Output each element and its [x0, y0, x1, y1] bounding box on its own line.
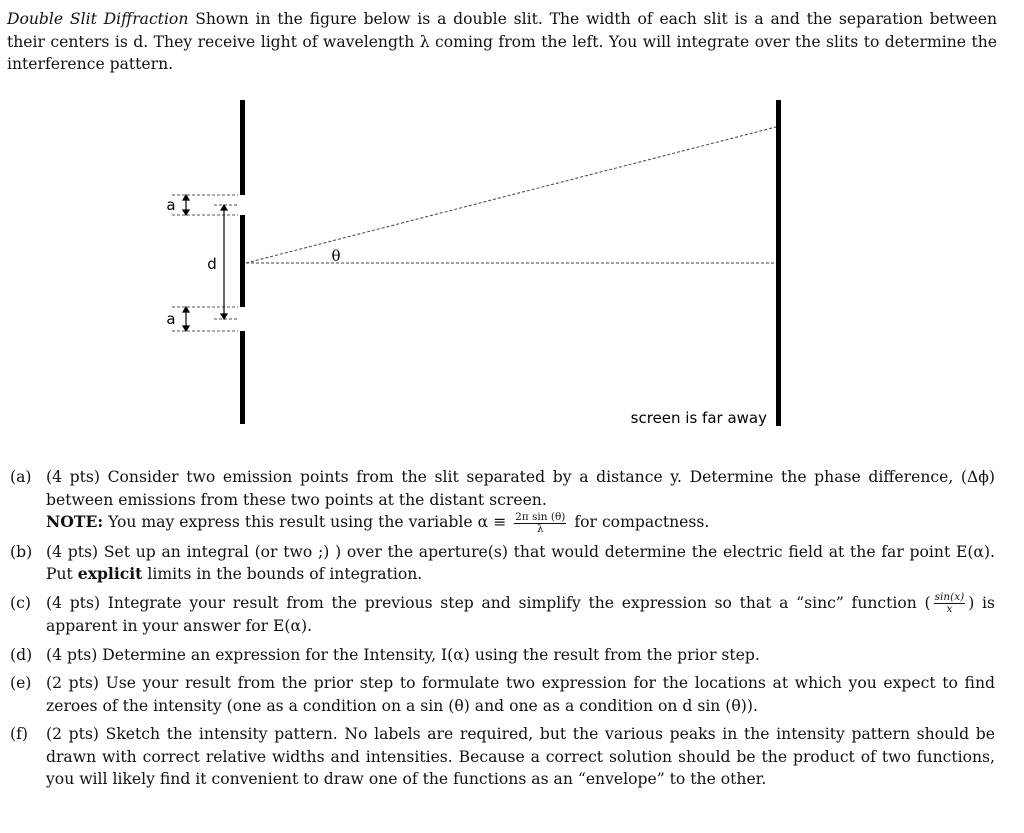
- label-a-top: a: [166, 196, 176, 214]
- arrow-a-bottom: [183, 307, 189, 331]
- part-label: (f): [10, 725, 28, 743]
- barrier-top: [240, 100, 245, 195]
- part-a: [10, 466, 995, 535]
- barrier-bottom: [240, 331, 245, 424]
- part-b: [10, 541, 995, 586]
- label-screen: screen is far away: [630, 409, 767, 427]
- fraction-denominator: λ: [536, 522, 544, 535]
- part-text: (2 pts) Use your result from the prior step to formulate two expression for the locations at which you expect to find zeroes of the intensity (one as a condition on a sin (θ) and one as a condition on d sin (θ)).: [46, 674, 995, 715]
- part-label: (d): [10, 645, 33, 664]
- part-c: [10, 592, 995, 638]
- part-label: (b): [10, 542, 33, 561]
- label-a-bottom: a: [166, 310, 176, 328]
- double-slit-figure: [0, 95, 1024, 435]
- note-text: You may express this result using the variable α ≡: [108, 513, 507, 531]
- angled-ray: [246, 127, 776, 263]
- part-d: [10, 644, 995, 667]
- label-theta: θ: [331, 247, 341, 265]
- problem-description: Shown in the figure below is a double slit. The width of each slit is a and the separation between their centers is d. They receive light of wavelength λ coming from the left. You will integrate over the slits to determine the interference pattern.: [7, 10, 998, 73]
- part-text-end: ) is apparent in your answer for E(α).: [46, 593, 995, 635]
- part-label: (e): [10, 674, 32, 692]
- problem-intro: [7, 8, 997, 76]
- part-text: (4 pts) Set up an integral (or two ;) ) over the aperture(s) that would determine the electric field at the far point E(α). Put: [46, 542, 995, 583]
- arrow-a-top: [183, 195, 189, 215]
- part-label: (c): [10, 593, 31, 612]
- alpha-fraction: [514, 512, 566, 535]
- part-text: (4 pts) Determine an expression for the Intensity, I(α) using the result from the prior step.: [46, 645, 760, 664]
- part-text: (4 pts) Consider two emission points from the slit separated by a distance y. Determine the phase difference, (Δϕ) between emissions from these two points at the distant screen.: [46, 468, 995, 509]
- arrow-d: [221, 205, 227, 319]
- part-bold-text: explicit: [77, 564, 143, 583]
- part-e: [10, 672, 995, 717]
- part-text: (4 pts) Integrate your result from the previous step and simplify the expression so that a “sinc” function (: [46, 593, 931, 612]
- fraction-denominator: x: [946, 603, 953, 615]
- screen-line: [776, 100, 781, 426]
- part-text: (2 pts) Sketch the intensity pattern. No labels are required, but the various peaks in the intensity pattern should be drawn with correct relative widths and intensities. Because a correct solution should be the product of two functions, you will likely find it convenient to draw one of the functions as an “envelope” to the other.: [46, 725, 995, 788]
- part-text-end: limits in the bounds of integration.: [147, 565, 423, 583]
- fraction-numerator: sin(x): [934, 591, 965, 603]
- note-label: NOTE:: [46, 512, 104, 531]
- part-label: (a): [10, 468, 32, 486]
- question-parts: [10, 466, 995, 797]
- label-d: d: [207, 255, 217, 273]
- fraction-numerator: 2π sin (θ): [515, 510, 566, 523]
- sinc-fraction: [934, 592, 966, 615]
- part-f: [10, 723, 995, 791]
- problem-title: Double Slit Diffraction: [7, 10, 189, 28]
- note-text-end: for compactness.: [574, 513, 710, 531]
- barrier-middle: [240, 215, 245, 307]
